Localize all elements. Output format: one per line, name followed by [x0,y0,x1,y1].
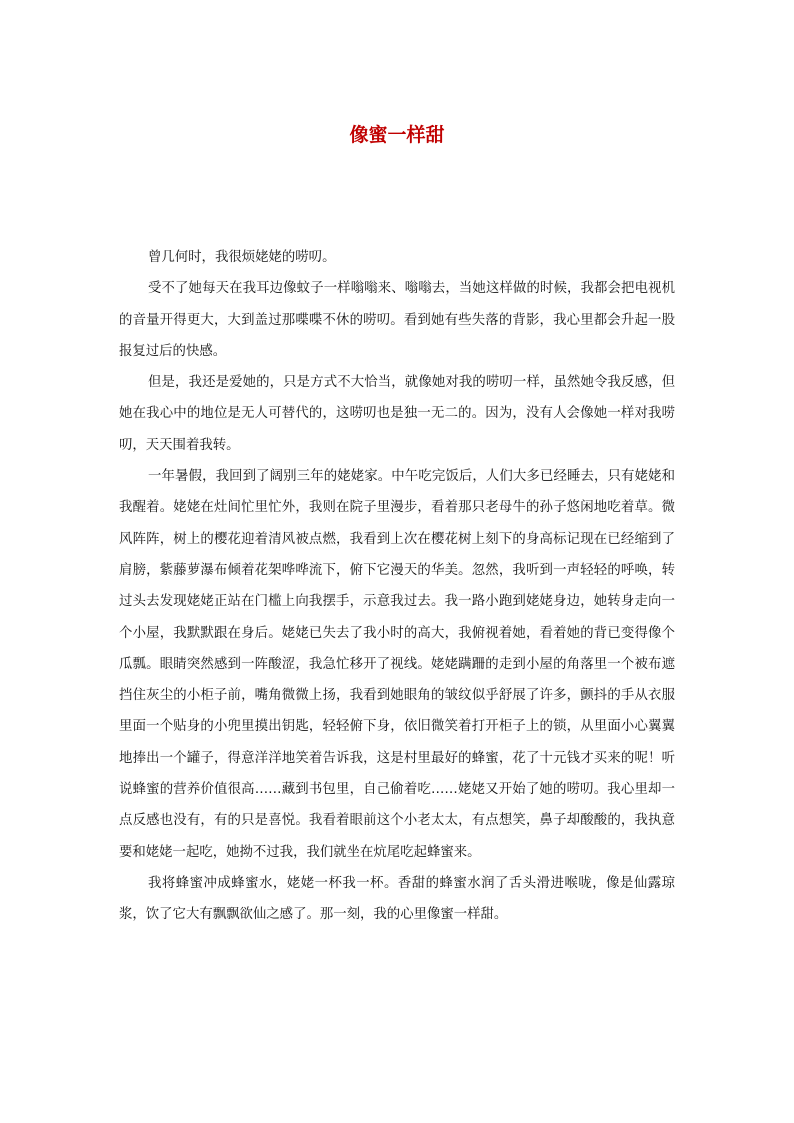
paragraph-3: 但是，我还是爱她的，只是方式不大恰当，就像她对我的唠叨一样，虽然她令我反感，但她在我心中的地位是无人可替代的，这唠叨也是独一无二的。因为，没有人会像她一样对我唠叨，天天围着我转。 [119,375,675,453]
document-body [119,242,675,931]
paragraph-5: 我将蜂蜜冲成蜂蜜水，姥姥一杯我一杯。香甜的蜂蜜水润了舌头滑进喉咙，像是仙露琼浆，饮了它大有飘飘欲仙之感了。那一刻，我的心里像蜜一样甜。 [119,875,675,923]
paragraph-2: 受不了她每天在我耳边像蚊子一样嗡嗡来、嗡嗡去，当她这样做的时候，我都会把电视机的音量开得更大，大到盖过那喋喋不休的唠叨。看到她有些失落的背影，我心里都会升起一股报复过后的快感。 [119,281,675,359]
paragraph-4: 一年暑假，我回到了阔别三年的姥姥家。中午吃完饭后，人们大多已经睡去，只有姥姥和我醒着。姥姥在灶间忙里忙外，我则在院子里漫步，看着那只老母牛的孙子悠闲地吃着草。微风阵阵，树上的樱花迎着清风被点燃，我看到上次在樱花树上刻下的身高标记现在已经缩到了肩膀，紫藤萝瀑布倾着花架哗哗流下，俯下它漫天的华美。忽然，我听到一声轻轻的呼唤，转过头去发现姥姥正站在门槛上向我摆手，示意我过去。我一路小跑到姥姥身边，她转身走向一个小屋，我默默跟在身后。姥姥已失去了我小时的高大，我俯视着她，看着她的背已变得像个瓜瓢。眼睛突然感到一阵酸涩，我急忙移开了视线。姥姥蹒跚的走到小屋的角落里一个被布遮挡住灰尘的小柜子前，嘴角微微上扬，我看到她眼角的皱纹似乎舒展了许多，颤抖的手从衣服里面一个贴身的小兜里摸出钥匙，轻轻俯下身，依旧微笑着打开柜子上的锁，从里面小心翼翼地捧出一个罐子，得意洋洋地笑着告诉我，这是村里最好的蜂蜜，花了十元钱才买来的呢！听说蜂蜜的营养价值很高……藏到书包里，自己偷着吃……姥姥又开始了她的唠叨。我心里却一点反感也没有，有的只是喜悦。我看着眼前这个小老太太，有点想笑，鼻子却酸酸的，我执意要和姥姥一起吃，她拗不过我，我们就坐在炕尾吃起蜂蜜来。 [119,469,675,860]
document-title: 像蜜一样甜 [349,124,445,146]
paragraph-1: 曾几何时，我很烦姥姥的唠叨。 [148,250,336,265]
